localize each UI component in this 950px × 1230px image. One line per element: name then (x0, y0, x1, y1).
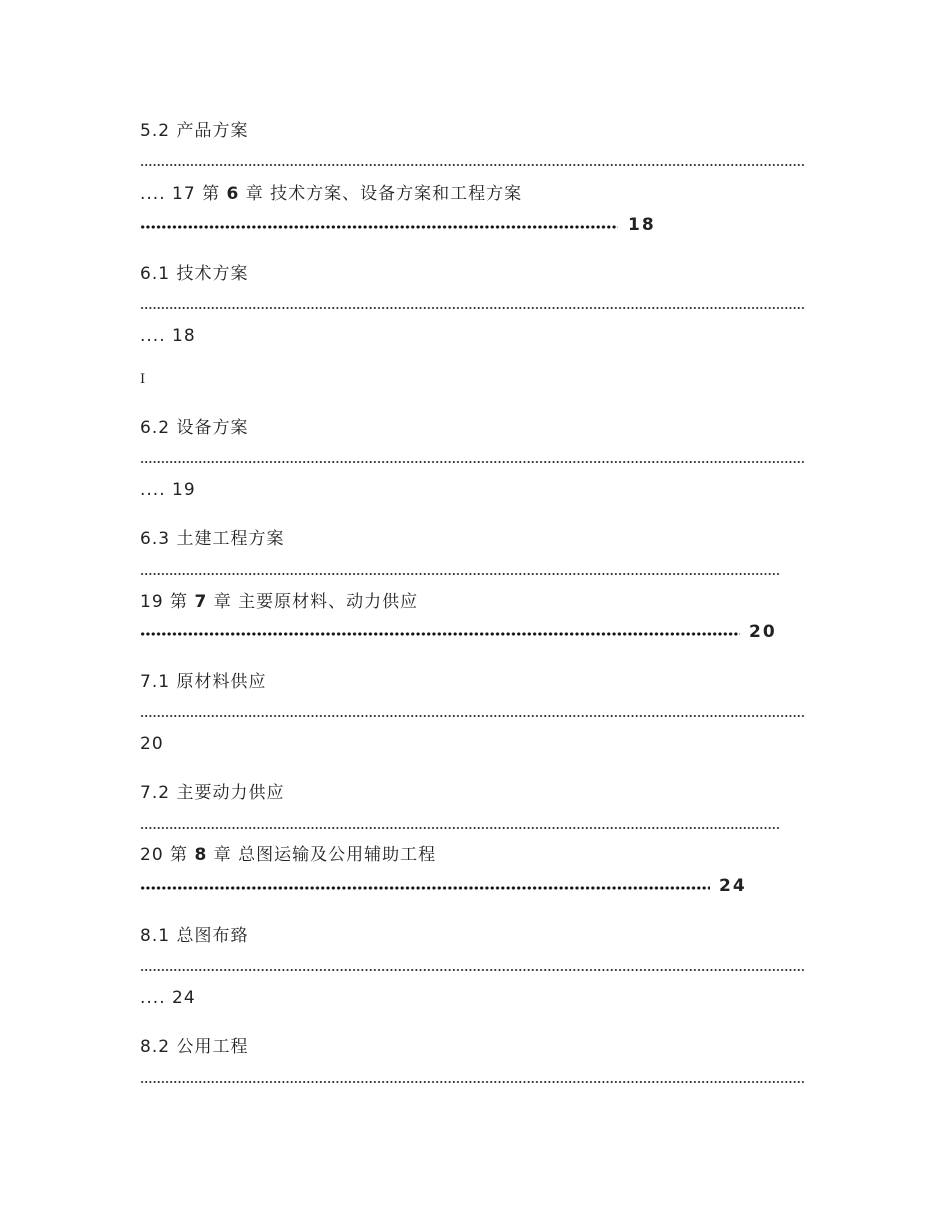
toc-entry-8-1-page: .... 24 (140, 988, 196, 1008)
toc-leader-dots (140, 572, 780, 576)
toc-entry-7-2-title: 7.2 主要动力供应 (140, 783, 285, 803)
chapter-7-prefix: 第 (170, 592, 189, 612)
chapter-6-prefix: 第 (202, 184, 221, 204)
chapter-7-title: 章 主要原材料、动力供应 (213, 592, 419, 612)
toc-leader-dots (140, 225, 618, 229)
toc-entry-8-2-title: 8.2 公用工程 (140, 1037, 249, 1057)
chapter-8-number: 8 (194, 845, 208, 865)
page-number-marker: I (140, 372, 146, 387)
toc-entry-6-1-title: 6.1 技术方案 (140, 264, 249, 284)
toc-entry-7-1-page: 20 (140, 734, 164, 754)
toc-leader-dots (140, 968, 805, 972)
toc-entry-7-1-title: 7.1 原材料供应 (140, 672, 267, 692)
toc-entry-6-2-page: .... 19 (140, 480, 196, 500)
toc-entry-6-3-page-and-chapter-7 (140, 591, 418, 613)
toc-leader-dots (140, 714, 805, 718)
chapter-8-prefix: 第 (170, 845, 189, 865)
toc-entry-6-1-page: .... 18 (140, 326, 196, 346)
toc-entry-6-2-title: 6.2 设备方案 (140, 418, 249, 438)
toc-leader-dots (140, 306, 805, 310)
toc-entry-7-2-page-and-chapter-8 (140, 844, 436, 866)
chapter-8-page: 24 (719, 876, 747, 896)
chapter-7-page: 20 (749, 622, 777, 642)
chapter-6-title: 章 技术方案、设备方案和工程方案 (245, 184, 523, 204)
toc-leader-dots (140, 163, 805, 167)
toc-entry-5-2-title: 5.2 产品方案 (140, 121, 249, 141)
chapter-6-number: 6 (226, 184, 240, 204)
toc-leader-dots (140, 632, 740, 636)
toc-entry-6-3-title: 6.3 土建工程方案 (140, 529, 285, 549)
toc-entry-8-1-title: 8.1 总图布臵 (140, 926, 249, 946)
toc-leader-dots (140, 886, 710, 890)
chapter-7-number: 7 (194, 592, 208, 612)
chapter-6-page: 18 (628, 215, 656, 235)
toc-entry-5-2-page-and-chapter-6 (140, 183, 522, 205)
toc-entry-5-2-page: .... 17 (140, 184, 196, 204)
toc-entry-6-3-page: 19 (140, 592, 164, 612)
toc-leader-dots (140, 1080, 805, 1084)
chapter-8-title: 章 总图运输及公用辅助工程 (213, 845, 437, 865)
toc-leader-dots (140, 460, 805, 464)
toc-entry-7-2-page: 20 (140, 845, 164, 865)
toc-leader-dots (140, 826, 780, 830)
